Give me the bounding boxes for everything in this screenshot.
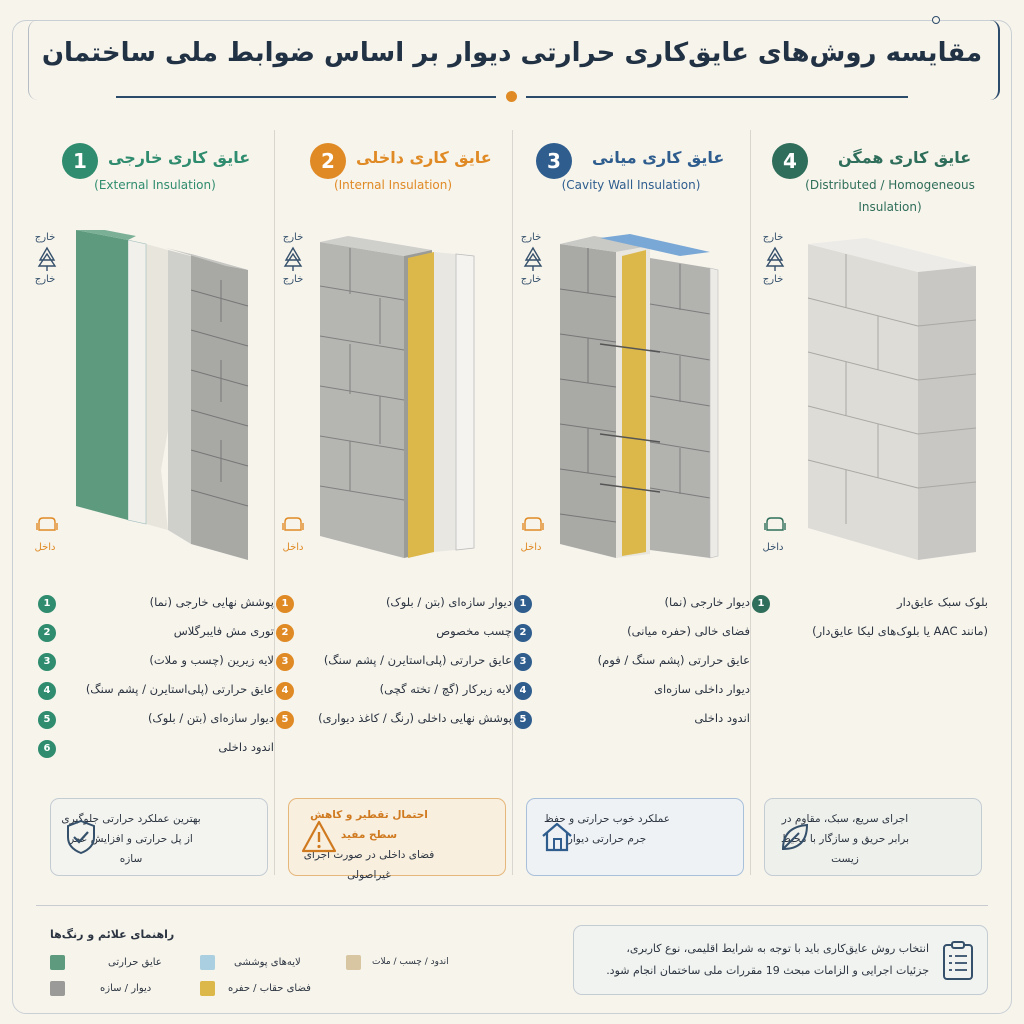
list-item-number: 2 xyxy=(276,624,294,642)
armchair-icon xyxy=(282,516,304,532)
list-item xyxy=(512,711,750,740)
outside-label: خارج xyxy=(282,232,304,243)
list-item xyxy=(512,624,750,653)
list-item-label: پوشش نهایی خارجی (نما) xyxy=(149,595,274,609)
list-item xyxy=(36,711,274,740)
layer-list xyxy=(274,595,512,740)
armchair-icon xyxy=(522,516,544,532)
column-homogeneous xyxy=(750,130,988,878)
internal-insulation-wall-illustration xyxy=(320,236,490,566)
legend-swatch xyxy=(50,981,65,996)
legend-label: اندود / چسب / ملات xyxy=(372,957,449,967)
homogeneous-block-wall-illustration xyxy=(808,238,983,563)
column-number-badge: 1 xyxy=(62,143,98,179)
warning-icon xyxy=(299,817,339,857)
armchair-icon xyxy=(764,516,786,532)
list-item-number: 3 xyxy=(276,653,294,671)
list-item-number: 4 xyxy=(276,682,294,700)
inside-label: داخل xyxy=(282,542,304,553)
title-underline-right xyxy=(526,96,908,98)
list-item xyxy=(36,682,274,711)
list-item-number: 6 xyxy=(38,740,56,758)
tree-icon xyxy=(764,246,786,272)
list-item-label: دیوار سازه‌ای (بتن / بلوک) xyxy=(147,711,274,725)
list-item-label: توری مش فایبرگلاس xyxy=(173,624,274,638)
layer-list xyxy=(750,595,988,653)
external-insulation-wall-illustration xyxy=(76,230,256,570)
title-dot xyxy=(506,91,517,102)
note-card xyxy=(526,798,744,876)
list-item xyxy=(36,624,274,653)
list-item-number: 4 xyxy=(514,682,532,700)
list-item-label: دیوار سازه‌ای (بتن / بلوک) xyxy=(385,595,512,609)
list-item xyxy=(274,711,512,740)
corner-dot xyxy=(932,16,940,24)
legend-title: راهنمای علائم و رنگ‌ها xyxy=(50,928,175,941)
list-item-number: 2 xyxy=(514,624,532,642)
list-item xyxy=(750,624,988,653)
list-item-number: 1 xyxy=(514,595,532,613)
note-card xyxy=(764,798,982,876)
list-item-label: دیوار خارجی (نما) xyxy=(664,595,750,609)
list-item-number: 3 xyxy=(38,653,56,671)
cavity-wall-illustration xyxy=(560,234,730,564)
legend-swatch xyxy=(346,955,361,970)
list-item xyxy=(512,682,750,711)
inside-label: داخل xyxy=(762,542,784,553)
outside-label: خارج xyxy=(34,232,56,243)
legend-label: عایق حرارتی xyxy=(108,957,162,968)
list-item-label: بلوک سبک عایق‌دار xyxy=(897,595,988,609)
layer-list xyxy=(512,595,750,740)
inside-label: داخل xyxy=(34,542,56,553)
list-item xyxy=(274,595,512,624)
column-subtitle: (Distributed / Homogeneous Insulation) xyxy=(805,178,975,214)
column-internal xyxy=(274,130,512,881)
list-item xyxy=(274,653,512,682)
column-title: عایق کاری همگن xyxy=(838,148,972,167)
list-item-label: پوشش نهایی داخلی (رنگ / کاغذ دیواری) xyxy=(318,711,512,725)
column-number-badge: 3 xyxy=(536,143,572,179)
info-card xyxy=(573,925,988,995)
legend-separator xyxy=(36,905,988,906)
column-cavity xyxy=(512,130,750,878)
outside-label: خارج xyxy=(34,274,56,285)
legend-swatch xyxy=(200,955,215,970)
clipboard-checklist-icon xyxy=(939,940,977,982)
list-item-label: فضای خالی (حفره میانی) xyxy=(627,624,750,638)
note-card xyxy=(50,798,268,876)
list-item xyxy=(512,595,750,624)
list-item-number: 4 xyxy=(38,682,56,700)
house-icon xyxy=(537,817,577,857)
legend-label: لایه‌های پوششی xyxy=(234,957,301,968)
column-number-badge: 2 xyxy=(310,143,346,179)
list-item-label: چسب مخصوص xyxy=(436,624,512,638)
list-item-number: 1 xyxy=(38,595,56,613)
list-item-number: 1 xyxy=(752,595,770,613)
outside-label: خارج xyxy=(762,274,784,285)
list-item xyxy=(36,595,274,624)
list-item-label: عایق حرارتی (پلی‌استایرن / پشم سنگ) xyxy=(323,653,512,667)
list-item-label: لایه زیرین (چسب و ملات) xyxy=(149,653,274,667)
legend-swatch xyxy=(200,981,215,996)
note-text: بهترین عملکرد حرارتی جلوگیری از پل حرارتی و افزایش عمر سازه xyxy=(61,813,201,865)
column-title: عایق کاری میانی xyxy=(592,148,725,167)
page-title: مقایسه روش‌های عایق‌کاری حرارتی دیوار بر اساس ضوابط ملی ساختمان xyxy=(41,38,983,68)
list-item-label: دیوار داخلی سازه‌ای xyxy=(653,682,750,696)
armchair-icon xyxy=(36,516,58,532)
tree-icon xyxy=(522,246,544,272)
info-text: انتخاب روش عایق‌کاری باید با توجه به شرایط اقلیمی، نوع کاربری، جزئیات اجرایی و الزامات مبحث 19 مقررات ملی ساختمان انجام شود. xyxy=(606,942,929,977)
list-item-label: (مانند AAC یا بلوک‌های لیکا عایق‌دار) xyxy=(812,624,988,638)
list-item xyxy=(512,653,750,682)
column-subtitle: (External Insulation) xyxy=(94,178,216,192)
list-item xyxy=(36,653,274,682)
note-text: اجرای سریع، سبک، مقاوم در برابر حریق و سازگار با محیط زیست xyxy=(780,813,910,865)
outside-label: خارج xyxy=(520,232,542,243)
outside-label: خارج xyxy=(282,274,304,285)
outside-label: خارج xyxy=(520,274,542,285)
list-item-number: 2 xyxy=(38,624,56,642)
column-external xyxy=(36,130,274,878)
column-title: عایق کاری خارجی xyxy=(108,148,251,167)
leaf-icon xyxy=(775,817,815,857)
list-item-number: 5 xyxy=(276,711,294,729)
note-text: عملکرد خوب حرارتی و حفظ جرم حرارتی دیوار xyxy=(543,813,670,845)
note-card xyxy=(288,798,506,881)
tree-icon xyxy=(36,246,58,272)
legend-label: فضای حقاب / حفره xyxy=(228,983,311,994)
legend-swatch xyxy=(50,955,65,970)
list-item xyxy=(274,682,512,711)
shield-check-icon xyxy=(61,817,101,857)
note-body: فضای داخلی در صورت اجرای غیراصولی xyxy=(303,849,435,881)
column-subtitle: (Cavity Wall Insulation) xyxy=(561,178,701,192)
column-number-badge: 4 xyxy=(772,143,808,179)
list-item-number: 3 xyxy=(514,653,532,671)
note-title: احتمال تقطیر و کاهش سطح مفید xyxy=(310,809,428,841)
list-item-label: اندود داخلی xyxy=(694,711,750,725)
list-item-number: 5 xyxy=(514,711,532,729)
list-item-label: اندود داخلی xyxy=(218,740,274,754)
list-item-label: عایق حرارتی (پشم سنگ / فوم) xyxy=(597,653,750,667)
outside-label: خارج xyxy=(762,232,784,243)
list-item-number: 5 xyxy=(38,711,56,729)
list-item-number: 1 xyxy=(276,595,294,613)
list-item-label: عایق حرارتی (پلی‌استایرن / پشم سنگ) xyxy=(85,682,274,696)
legend-label: دیوار / سازه xyxy=(100,983,152,994)
list-item xyxy=(274,624,512,653)
list-item-label: لایه زیرکار (گچ / تخته گچی) xyxy=(379,682,512,696)
layer-list xyxy=(36,595,274,769)
tree-icon xyxy=(282,246,304,272)
list-item xyxy=(750,595,988,624)
column-title: عایق کاری داخلی xyxy=(356,148,492,167)
title-underline-left xyxy=(116,96,496,98)
column-subtitle: (Internal Insulation) xyxy=(333,178,453,192)
inside-label: داخل xyxy=(520,542,542,553)
list-item xyxy=(36,740,274,769)
